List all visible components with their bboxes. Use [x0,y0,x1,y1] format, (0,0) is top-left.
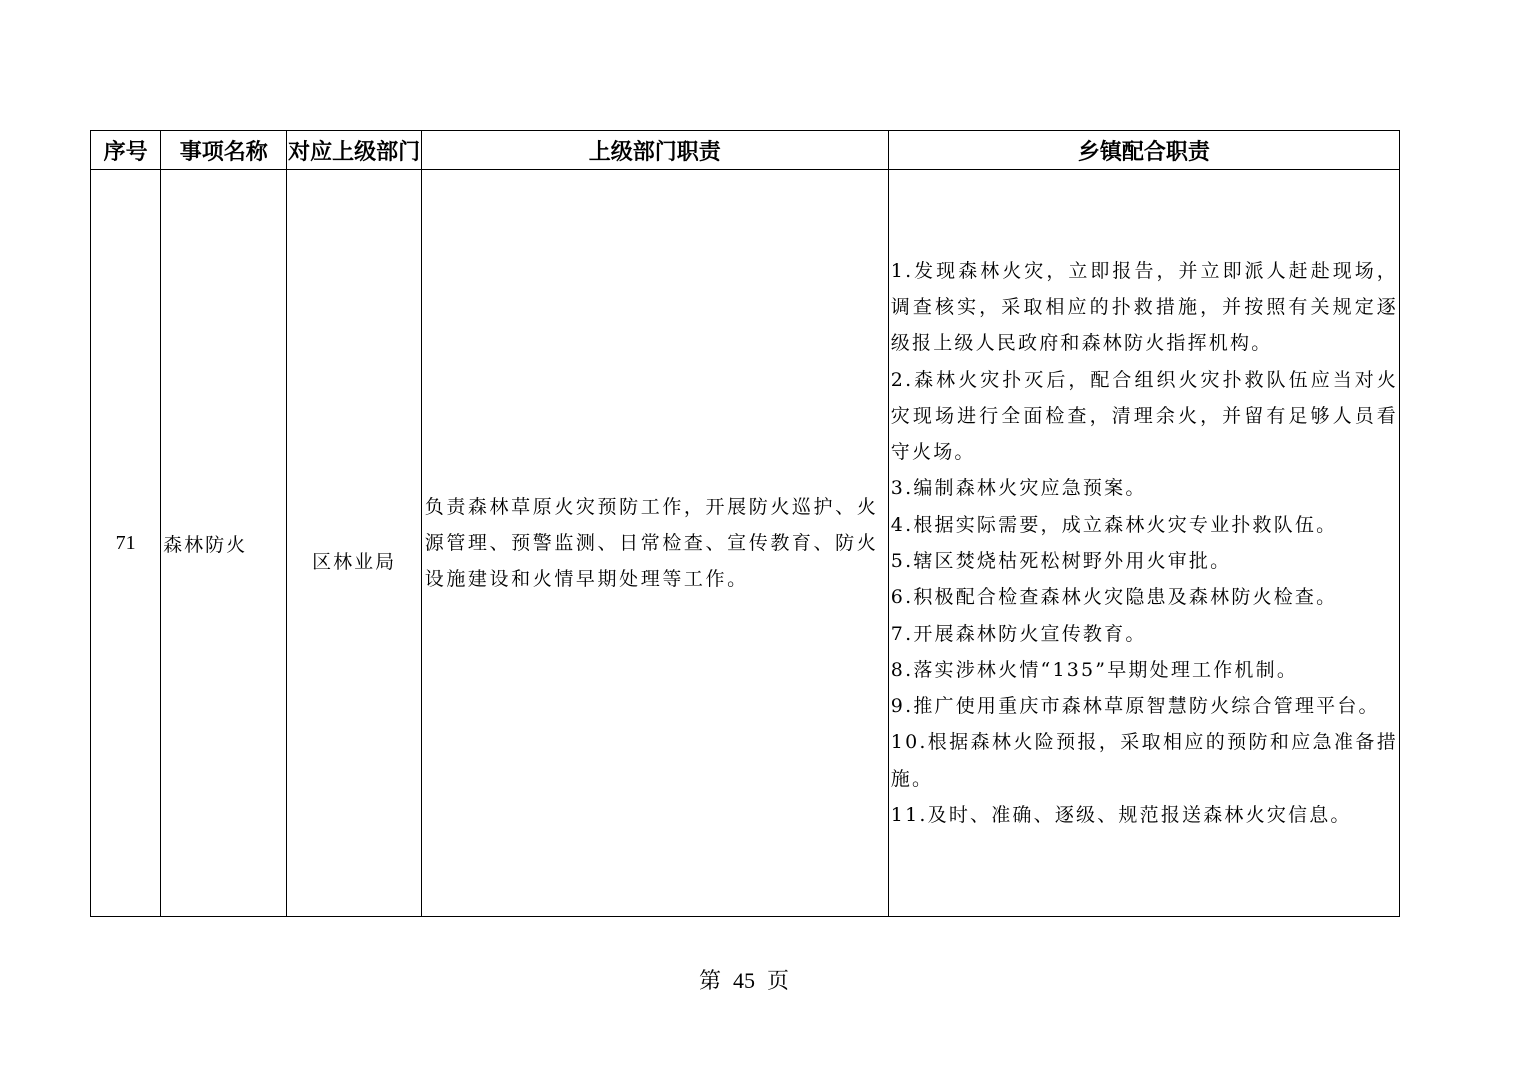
cell-upper-duty: 负责森林草原火灾预防工作，开展防火巡护、火源管理、预警监测、日常检查、宣传教育、防火设施建设和火情早期处理等工作。 [421,170,888,917]
cell-seq: 71 [91,170,161,917]
town-duty-item: 3.编制森林火灾应急预案。 [890,477,1147,500]
cell-item-name: 森林防火 [161,170,287,917]
page-label-prefix: 第 [698,968,721,993]
cell-department: 区林业局 [287,170,421,917]
town-duty-list [891,253,1398,834]
duty-table [90,130,1400,917]
page-label-suffix: 页 [767,968,790,993]
town-duty-item: 10.根据森林火险预报，采取相应的预防和应急准备措施。 [890,731,1398,790]
town-duty-item: 1.发现森林火灾，立即报告，并立即派人赶赴现场，调查核实，采取相应的扑救措施，并按照有关规定逐级报上级人民政府和森林防火指挥机构。 [890,259,1398,355]
town-duty-item: 9.推广使用重庆市森林草原智慧防火综合管理平台。 [890,695,1380,718]
header-upper-department: 对应上级部门 [287,131,421,170]
header-town-duty: 乡镇配合职责 [888,131,1399,170]
town-duty-item: 7.开展森林防火宣传教育。 [890,622,1147,645]
cell-town-duties [888,170,1399,917]
header-upper-duty: 上级部门职责 [421,131,888,170]
town-duty-item: 4.根据实际需要，成立森林火灾专业扑救队伍。 [890,513,1338,536]
header-item-name: 事项名称 [161,131,287,170]
header-seq: 序号 [91,131,161,170]
table-row [91,170,1400,917]
page-footer [0,964,1488,995]
town-duty-item: 2.森林火灾扑灭后，配合组织火灾扑救队伍应当对火灾现场进行全面检查，清理余火，并留有足够人员看守火场。 [890,368,1398,464]
town-duty-item: 5.辖区焚烧枯死松树野外用火审批。 [890,550,1232,572]
town-duty-item: 8.落实涉林火情“135”早期处理工作机制。 [890,658,1299,681]
town-duty-item: 11.及时、准确、逐级、规范报送森林火灾信息。 [890,804,1352,827]
town-duty-item: 6.积极配合检查森林火灾隐患及森林防火检查。 [890,586,1338,609]
table-header-row [91,131,1400,170]
page-number: 45 [733,968,755,993]
